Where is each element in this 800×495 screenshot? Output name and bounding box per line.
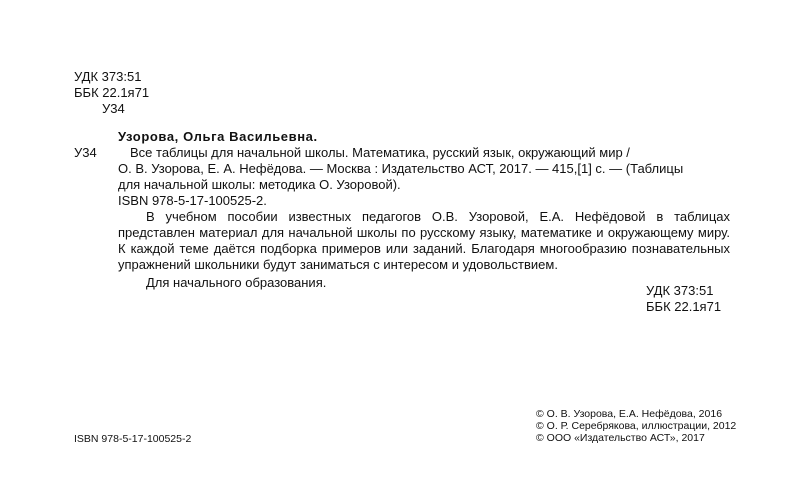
abstract-paragraph: В учебном пособии известных педагогов О.В. Узоровой, Е.А. Нефёдовой в таблицах представлен материал для начальной школы по русскому языку, математике и окружающему миру. К каждой теме даётся подборка примеров или заданий. Благодаря многообразию познавательных упражнений школьники будут заниматься с интересом и удовольствием.	[118, 209, 730, 272]
bibliographic-description	[118, 145, 730, 193]
copyright-line: © ООО «Издательство АСТ», 2017	[536, 432, 705, 444]
description-line-2: О. В. Узорова, Е. А. Нефёдова. — Москва : Издательство АСТ, 2017. — 415,[1] с. — (Таблицы	[118, 161, 684, 176]
abstract	[118, 209, 730, 273]
isbn-footer: ISBN 978-5-17-100525-2	[74, 433, 192, 445]
copyright-line: © О. В. Узорова, Е.А. Нефёдова, 2016	[536, 408, 723, 420]
copyright-block	[536, 408, 736, 444]
author-code-top: У34	[102, 101, 125, 116]
udc-code-right: УДК 373:51	[646, 283, 714, 298]
bbk-code-right: ББК 22.1я71	[646, 299, 722, 314]
author-code-margin: У34	[74, 145, 97, 160]
description-line-3: для начальной школы: методика О. Узоровой).	[118, 177, 401, 192]
bbk-code-top: ББК 22.1я71	[74, 85, 150, 100]
copyright-line: © О. Р. Серебрякова, иллюстрации, 2012	[536, 420, 737, 432]
audience-note: Для начального образования.	[146, 275, 327, 290]
isbn-entry: ISBN 978-5-17-100525-2.	[118, 193, 267, 208]
author-heading: Узорова, Ольга Васильевна.	[118, 129, 318, 144]
description-line-1: Все таблицы для начальной школы. Математика, русский язык, окружающий мир /	[130, 145, 630, 160]
udc-code-top: УДК 373:51	[74, 69, 142, 84]
